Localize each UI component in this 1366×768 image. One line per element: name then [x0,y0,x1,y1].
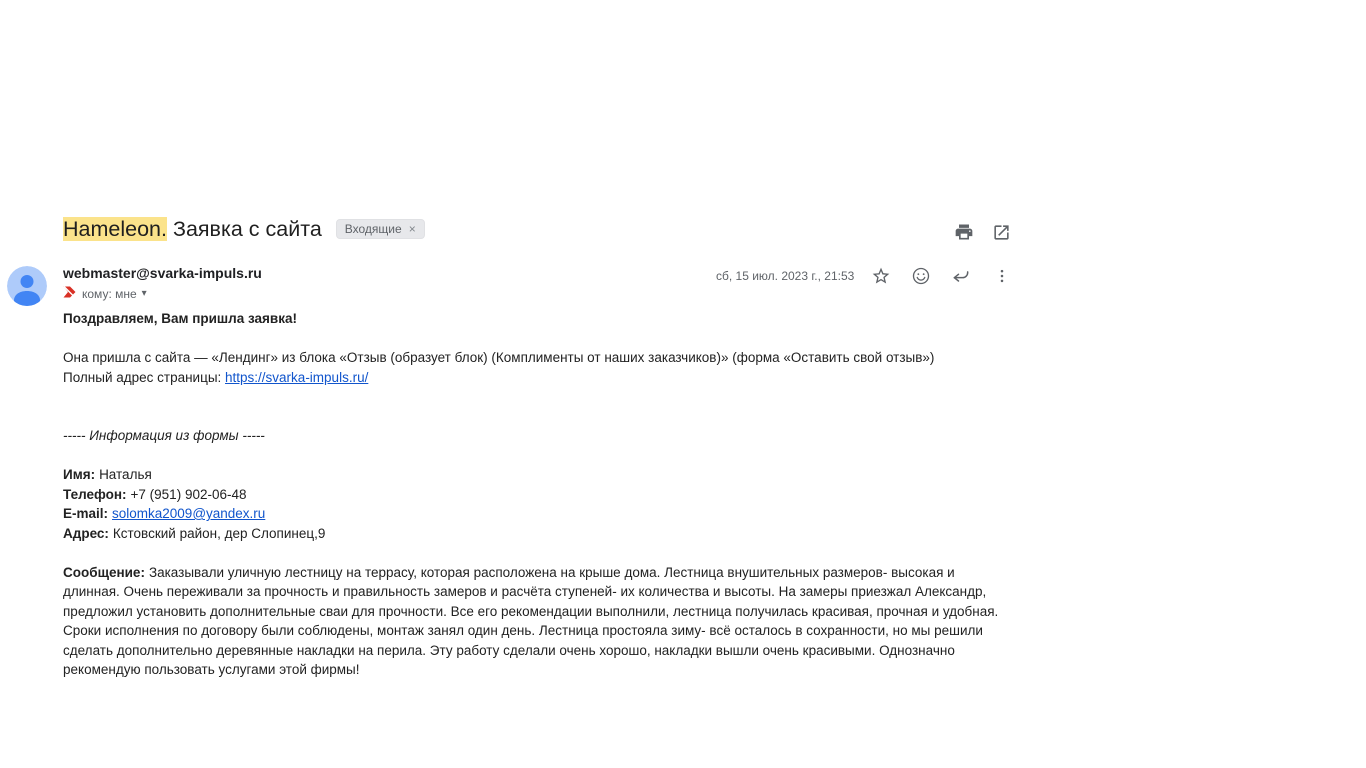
more-vert-icon [993,267,1011,285]
recipient-row[interactable] [63,286,147,301]
subject-rest: Заявка с сайта [166,217,322,241]
field-address: Адрес: Кстовский район, дер Слопинец,9 [63,525,326,541]
sender-avatar[interactable] [7,266,47,306]
field-name: Имя: Наталья [63,467,152,482]
email-subject [63,214,322,244]
reply-arrow-icon [951,266,971,286]
star-icon [871,266,891,286]
subject-row [63,214,425,244]
email-date: сб, 15 июл. 2023 г., 21:53 [716,269,855,283]
label-chip-inbox[interactable] [336,219,425,239]
message-text: Заказывали уличную лестницу на террасу, которая расположена на крыше дома. Лестница внушительных размеров- высокая и длинная. Очень переживали за прочность и правильность замеров и расчёта ступеней- их количества и высоты. На замеры приезжал Александр, предложил установить дополнительные сваи для прочности. Все его рекомендации выполнили, лестница получилась красивая, прочная и удобная. Сроки исполнения по договору были соблюдены, монтаж занял один день. Лестница простояла зиму- всё осталось в сохранности, но мы решили сделать дополнительно деревянные накладки на перила. Эту работу сделали очень хорошо, накладки вышли очень красивыми. Однозначно рекомендую пользовать услугами этой фирмы! [63,564,999,677]
sender-email[interactable]: webmaster@svarka-impuls.ru [63,265,262,281]
reply-button[interactable] [948,263,974,289]
email-body [63,309,1011,680]
add-reaction-button[interactable] [908,263,934,289]
open-in-new-button[interactable] [988,219,1014,245]
more-options-button[interactable] [989,263,1015,289]
printer-icon [954,222,974,242]
field-email: E-mail: solomka2009@yandex.ru [63,506,266,521]
label-chip-text: Входящие [344,222,402,236]
recipient-text: кому: мне [82,286,137,301]
form-fields [63,465,1011,543]
message-label: Сообщение: [63,564,145,580]
print-button[interactable] [951,219,977,245]
importance-marker-icon [63,286,77,301]
form-info-divider: ----- Информация из формы ----- [63,428,265,443]
field-phone: Телефон: +7 (951) 902-06-48 [63,486,247,502]
star-button[interactable] [868,263,894,289]
emoji-smiley-icon [911,266,931,286]
page-address-label: Полный адрес страницы: [63,369,226,385]
message-paragraph [63,563,1011,680]
origin-line: Она пришла с сайта — «Лендинг» из блока «Отзыв (образует блок) (Комплименты от наших заказчиков)» (форма «Оставить свой отзыв») [63,350,935,365]
page-address-link[interactable]: https://svarka-impuls.ru/ [225,369,369,385]
subject-search-highlight: Hameleon. [63,217,167,241]
label-remove-icon[interactable]: × [408,222,416,236]
email-link[interactable]: solomka2009@yandex.ru [112,506,266,521]
open-in-new-icon [992,223,1011,242]
page-address-line [63,368,1011,388]
chevron-down-icon[interactable]: ▾ [141,288,147,299]
greeting-line: Поздравляем, Вам пришла заявка! [63,311,297,326]
